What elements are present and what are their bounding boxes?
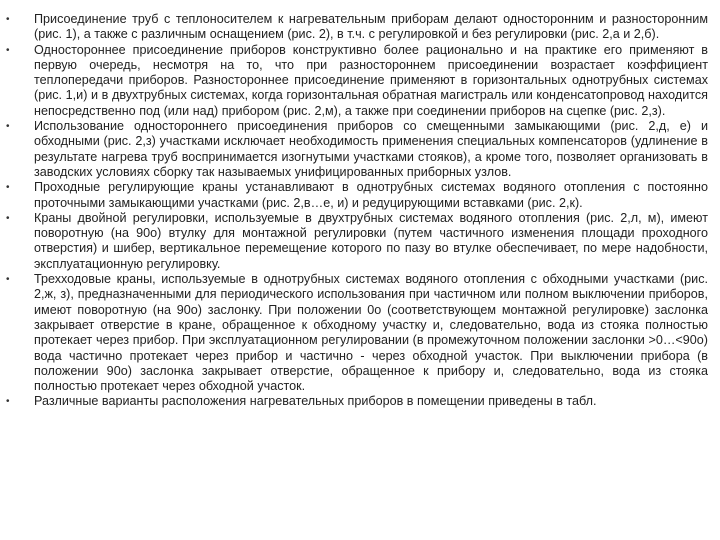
bullet-icon: • <box>6 212 10 224</box>
list-item <box>0 394 708 409</box>
paragraph-list <box>0 12 708 410</box>
paragraph-text: Присоединение труб с теплоносителем к нагревательным приборам делают односторонним и разносторонним (рис. 1), а также с различным оснащением (рис. 2), в т.ч. с регулировкой и без регулировки (рис. 2,а и 2,б). <box>34 12 708 42</box>
list-item <box>0 272 708 394</box>
bullet-icon: • <box>6 182 10 194</box>
paragraph-text: Краны двойной регулировки, используемые в двухтрубных системах водяного отопления (рис. 2,л, м), имеют поворотную (на 90о) втулку для монтажной регулировки (путем частичного изменения площади проходного отверстия) и шибер, вертикальное перемещение которого по пазу во втулке обеспечивает, по мере надобности, эксплуатационную регулировку. <box>34 210 708 271</box>
list-item <box>0 119 708 180</box>
list-item <box>0 43 708 119</box>
bullet-icon: • <box>6 14 10 25</box>
list-item <box>0 12 708 43</box>
bullet-icon: • <box>6 396 10 408</box>
bullet-icon: • <box>6 121 10 133</box>
paragraph-text: Использование одностороннего присоединения приборов со смещенными замыкающими (рис. 2,д, е) и обходными (рис. 2,з) участками исключает необходимость применения специальных компенсаторов (удлинение в результате нагрева труб воспринимается изогнутыми участками стояков), а кроме того, позволяет организовать в заводских условиях сборку так называемых унифицированных приборных узлов. <box>34 119 708 179</box>
list-item <box>0 180 708 211</box>
bullet-icon: • <box>6 44 10 56</box>
paragraph-text: Одностороннее присоединение приборов конструктивно более рационально и на практике его применяют в первую очередь, несмотря на то, что при разностороннем присоединении возрастает коэффициент теплопередачи приборов. Разностороннее присоединение применяют в горизонтальных однотрубных системах (рис. 1,и) и в двухтрубных системах, когда горизонтальная обратная магистраль или конденсатопровод находится непосредственно под (или над) прибором (рис. 2,м), а также при соединении приборов на сцепке (рис. 2,з). <box>34 42 708 118</box>
paragraph-text: Различные варианты расположения нагревательных приборов в помещении приведены в табл. <box>34 394 597 409</box>
bullet-icon: • <box>6 274 10 286</box>
paragraph-text: Проходные регулирующие краны устанавливают в однотрубных системах водяного отопления с постоянно проточными замыкающими участками (рис. 2,в…е, и) и редуцирующими вставками (рис. 2,к). <box>34 180 708 210</box>
list-item <box>0 211 708 272</box>
paragraph-text: Трехходовые краны, используемые в однотрубных системах водяного отопления с обходными участками (рис. 2,ж, з), предназначенными для периодического использования при частичном или полном выключении приборов, имеют поворотную (на 90о) заслонку. При положении 0о (соответствующем монтажной регулировке) заслонка закрывает отверстие в кране, обращенное к обходному участку и, следовательно, вода из стояка полностью протекает через прибор. При эксплуатационном регулировании (в промежуточном положении заслонки >0…<90о) вода частично протекает через прибор и частично - через обходной участок. При выключении прибора (в положении 90о) заслонка закрывает отверстие, обращенное к прибору и, следовательно, вода из стояка полностью протекает через обходной участок. <box>34 272 708 394</box>
